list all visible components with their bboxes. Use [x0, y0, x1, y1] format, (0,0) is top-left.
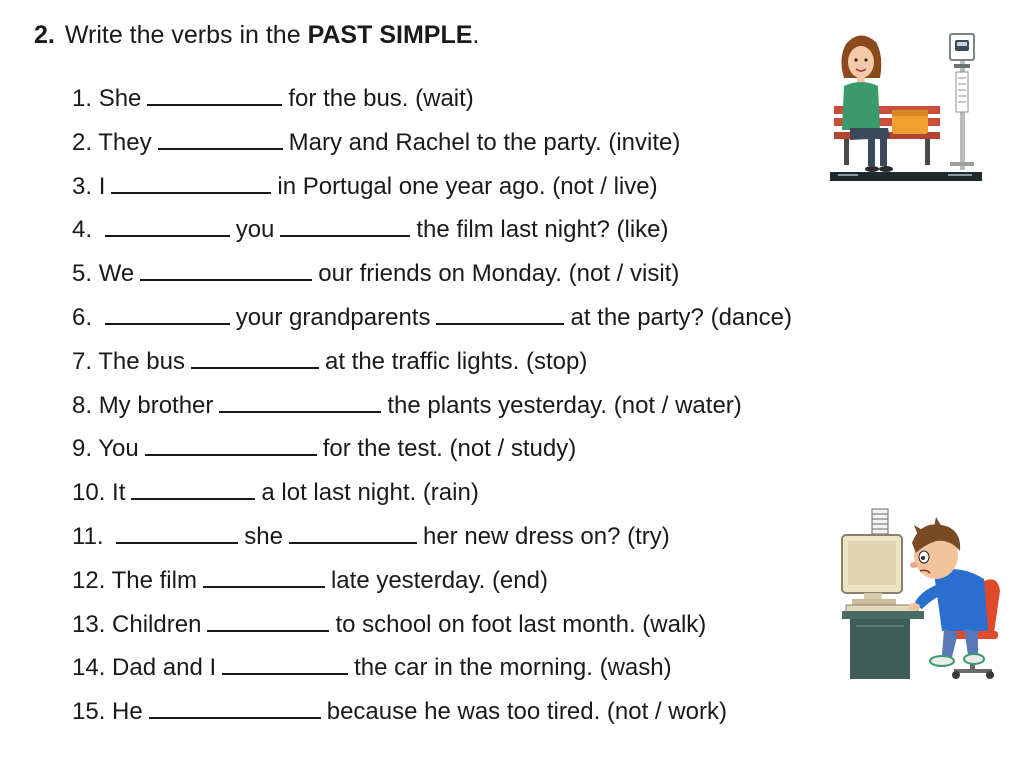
item-text: the car in the morning. (wash) [354, 654, 672, 682]
exercise-item [72, 430, 792, 474]
item-text: You [98, 435, 139, 463]
item-number: 15. [72, 698, 106, 726]
item-text: her new dress on? (try) [422, 522, 670, 550]
answer-blank[interactable] [145, 430, 317, 456]
boy-at-computer-illustration [838, 505, 1008, 683]
item-number: 9. [72, 435, 93, 463]
item-number: 6. [72, 303, 93, 331]
item-text: she [244, 522, 283, 550]
item-text: Dad and I [112, 654, 217, 682]
exercise-item [72, 606, 792, 650]
exercise-item [72, 387, 792, 431]
answer-blank[interactable] [289, 518, 417, 544]
item-text: our friends on Monday. (not / visit) [318, 260, 680, 288]
answer-blank[interactable] [116, 518, 238, 544]
answer-blank[interactable] [149, 693, 321, 719]
exercise-number: 2. [34, 21, 55, 49]
item-text: I [98, 172, 106, 200]
item-text: Children [112, 610, 202, 638]
item-number: 10. [72, 479, 106, 507]
exercise-title [34, 18, 479, 52]
item-text: in Portugal one year ago. (not / live) [277, 172, 658, 200]
item-text: Mary and Rachel to the party. (invite) [288, 128, 681, 156]
item-text: the plants yesterday. (not / water) [387, 391, 742, 419]
item-text: to school on foot last month. (walk) [335, 610, 707, 638]
item-text: late yesterday. (end) [330, 566, 548, 594]
exercise-list [72, 80, 792, 737]
item-text: The film [111, 566, 197, 594]
exercise-item [72, 124, 792, 168]
answer-blank[interactable] [191, 343, 319, 369]
title-text: Write the verbs in the [64, 21, 308, 49]
item-number: 12. [72, 566, 106, 594]
exercise-item [72, 255, 792, 299]
item-number: 5. [72, 260, 93, 288]
exercise-item [72, 518, 792, 562]
item-number: 4. [72, 216, 93, 244]
answer-blank[interactable] [111, 168, 271, 194]
item-text: you [235, 216, 275, 244]
answer-blank[interactable] [280, 211, 410, 237]
exercise-item [72, 80, 792, 124]
item-number: 13. [72, 610, 106, 638]
title-end: . [472, 21, 480, 49]
exercise-item [72, 649, 792, 693]
item-text: your grandparents [235, 303, 431, 331]
item-text: for the bus. (wait) [288, 85, 474, 112]
item-text: He [112, 698, 143, 726]
exercise-item [72, 211, 792, 255]
item-text: because he was too tired. (not / work) [326, 698, 727, 726]
title-bold-text: PAST SIMPLE [307, 21, 473, 49]
item-number: 7. [72, 347, 93, 375]
exercise-item [72, 474, 792, 518]
answer-blank[interactable] [105, 211, 230, 237]
item-text: It [112, 479, 126, 507]
item-text: at the traffic lights. (stop) [324, 347, 588, 375]
exercise-item [72, 693, 792, 737]
exercise-item [72, 562, 792, 606]
item-text: at the party? (dance) [570, 303, 792, 331]
item-text: My brother [98, 391, 214, 419]
item-text: She [98, 85, 142, 112]
answer-blank[interactable] [131, 474, 255, 500]
item-text: The bus [98, 347, 185, 375]
item-number: 11. [72, 522, 104, 550]
exercise-item [72, 168, 792, 212]
answer-blank[interactable] [207, 606, 329, 632]
item-number: 1. [72, 85, 93, 112]
item-text: for the test. (not / study) [322, 435, 577, 463]
answer-blank[interactable] [222, 649, 348, 675]
answer-blank[interactable] [158, 124, 283, 150]
exercise-item [72, 299, 792, 343]
item-text: the film last night? (like) [416, 216, 669, 244]
item-number: 3. [72, 172, 93, 200]
answer-blank[interactable] [219, 387, 381, 413]
answer-blank[interactable] [203, 562, 325, 588]
answer-blank[interactable] [140, 255, 312, 281]
item-text: a lot last night. (rain) [261, 479, 479, 507]
answer-blank[interactable] [436, 299, 564, 325]
item-number: 8. [72, 391, 93, 419]
bus-stop-illustration [830, 30, 982, 185]
item-text: They [98, 128, 152, 156]
answer-blank[interactable] [105, 299, 230, 325]
item-number: 14. [72, 654, 106, 682]
exercise-item [72, 343, 792, 387]
answer-blank[interactable] [147, 80, 282, 106]
item-number: 2. [72, 128, 93, 156]
item-text: We [98, 260, 135, 288]
